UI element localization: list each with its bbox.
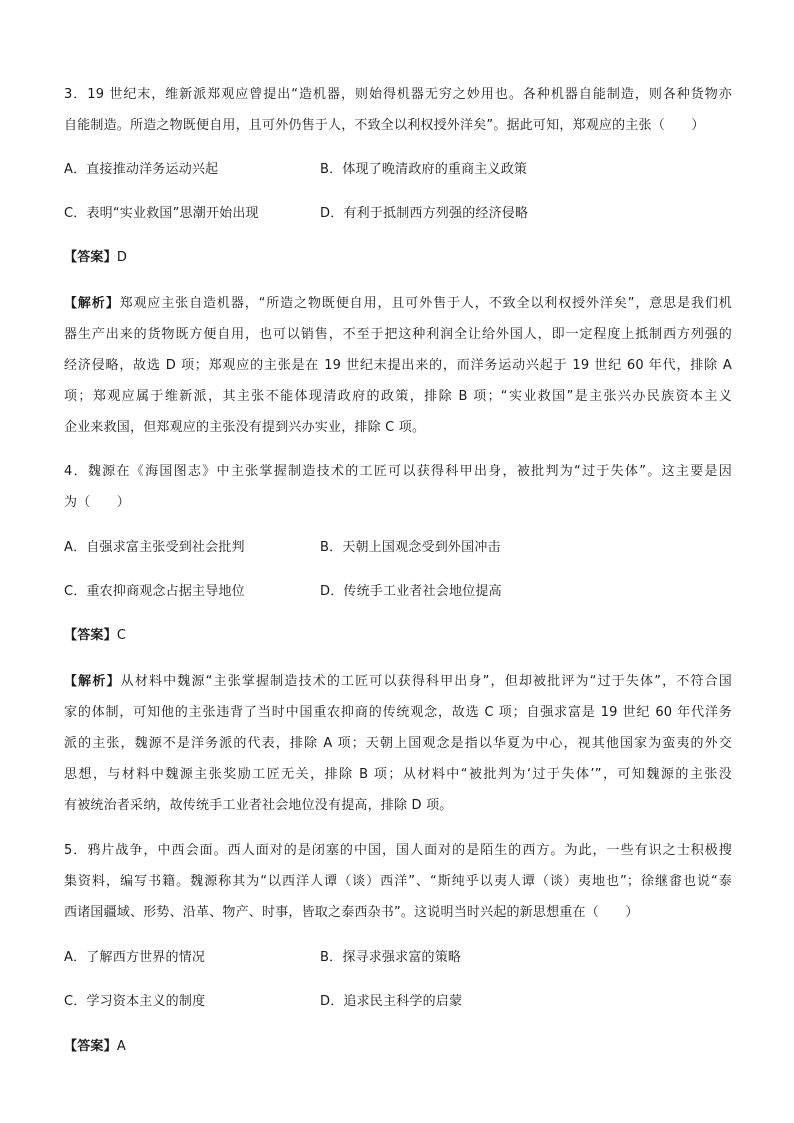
q5-answer-value: A <box>116 1039 126 1054</box>
q4-analysis-label: 【解析】 <box>64 674 121 689</box>
q4-stem-line-1: 4．魏源在《海国图志》中主张掌握制造技术的工匠可以获得科甲出身，被批判为“过于失体”。这主要是因 <box>64 464 732 479</box>
q4-analysis-line-5: 有被统治者采纳，故传统手工业者社会地位没有提高，排除 D 项。 <box>64 798 453 813</box>
q4-stem-line-2: 为（ ） <box>64 495 131 510</box>
q4-answer <box>64 628 126 644</box>
q3-analysis-line-5: 企业来救国，但郑观应的主张没有提到兴办实业，排除 C 项。 <box>64 420 426 435</box>
q5-option-c: C．学习资本主义的制度 <box>64 994 206 1009</box>
q3-analysis-line-2: 器生产出来的货物既方便自用，也可以销售，不至于把这种利润全让给外国人，即一定程度上抵制西方列强的 <box>64 327 732 342</box>
q3-option-d: D．有利于抵制西方列强的经济侵略 <box>320 206 529 221</box>
q5-stem-line-3: 西诸国疆域、形势、沿革、物产、时事，皆取之泰西杂书”。这说明当时兴起的新思想重在（ ） <box>64 905 639 920</box>
q3-analysis-label: 【解析】 <box>64 296 120 311</box>
q3-answer-label: 【答案】 <box>64 250 117 265</box>
q4-analysis-line-4: 思想，与材料中魏源主张奖励工匠无关，排除 B 项；从材料中“被批判为‘过于失体’”，可知魏源的主张没 <box>64 767 732 782</box>
q5-option-a: A．了解西方世界的情况 <box>64 950 206 965</box>
q3-option-a: A．直接推动洋务运动兴起 <box>64 162 219 177</box>
q3-option-b: B．体现了晚清政府的重商主义政策 <box>320 162 528 177</box>
q4-answer-value: C <box>116 628 127 643</box>
q4-option-d: D．传统手工业者社会地位提高 <box>320 584 502 599</box>
q4-option-b: B．天朝上国观念受到外国冲击 <box>320 540 501 555</box>
q3-answer-value: D <box>116 250 128 265</box>
q5-option-b: B．探寻求强求富的策略 <box>320 950 462 965</box>
q4-analysis-text-1: 从材料中魏源“主张掌握制造技术的工匠可以获得科甲出身”，但却被批评为“过于失体”，不符合国 <box>120 674 732 689</box>
q4-option-c: C．重农抑商观念占据主导地位 <box>64 584 245 599</box>
q3-option-c: C．表明“实业救国”思潮开始出现 <box>64 206 259 221</box>
q5-stem-line-2: 集资料，编写书籍。魏源称其为“以西洋人谭（谈）西洋”、“斯纯乎以夷人谭（谈）夷地也”；徐继畬也说“泰 <box>64 874 732 889</box>
q3-stem-line-1: 3．19 世纪末，维新派郑观应曾提出“造机器，则始得机器无穷之妙用也。各种机器自能制造，则各种货物亦 <box>64 87 732 102</box>
q4-option-a: A．自强求富主张受到社会批判 <box>64 540 245 555</box>
q3-analysis-line-4: 项；郑观应属于维新派，其主张不能体现清政府的政策，排除 B 项；“实业救国”是主张兴办民族资本主义 <box>64 389 732 404</box>
q5-stem-line-1: 5．鸦片战争，中西会面。西人面对的是闭塞的中国，国人面对的是陌生的西方。为此，一些有识之士积极搜 <box>64 843 732 858</box>
q5-option-d: D．追求民主科学的启蒙 <box>320 994 463 1009</box>
q3-analysis-line-3: 经济侵略，故选 D 项；郑观应的主张是在 19 世纪末提出来的，而洋务运动兴起于 19 世纪 60 年代，排除 A <box>64 358 732 373</box>
q5-answer-label: 【答案】 <box>64 1039 117 1054</box>
q5-answer <box>64 1039 126 1055</box>
q3-answer <box>64 250 127 266</box>
q4-analysis-line-3: 派的主张，魏源不是洋务派的代表，排除 A 项；天朝上国观念是指以华夏为中心，视其他国家为蛮夷的外交 <box>64 736 732 751</box>
q3-stem-line-2: 自能制造。所造之物既便自用，且可外仍售于人，不致全以利权授外洋矣”。据此可知，郑观应的主张（ ） <box>64 118 705 133</box>
q4-analysis-line-1 <box>64 674 732 690</box>
q3-analysis-line-1 <box>64 296 732 312</box>
q4-analysis-line-2: 家的体制，可知他的主张违背了当时中国重农抑商的传统观念，故选 C 项；自强求富是 19 世纪 60 年代洋务 <box>64 705 732 720</box>
q4-answer-label: 【答案】 <box>64 628 117 643</box>
q3-analysis-text-1: 郑观应主张自造机器，“所造之物既便自用，且可外售于人，不致全以利权授外洋矣”，意思是我们机 <box>119 296 732 311</box>
